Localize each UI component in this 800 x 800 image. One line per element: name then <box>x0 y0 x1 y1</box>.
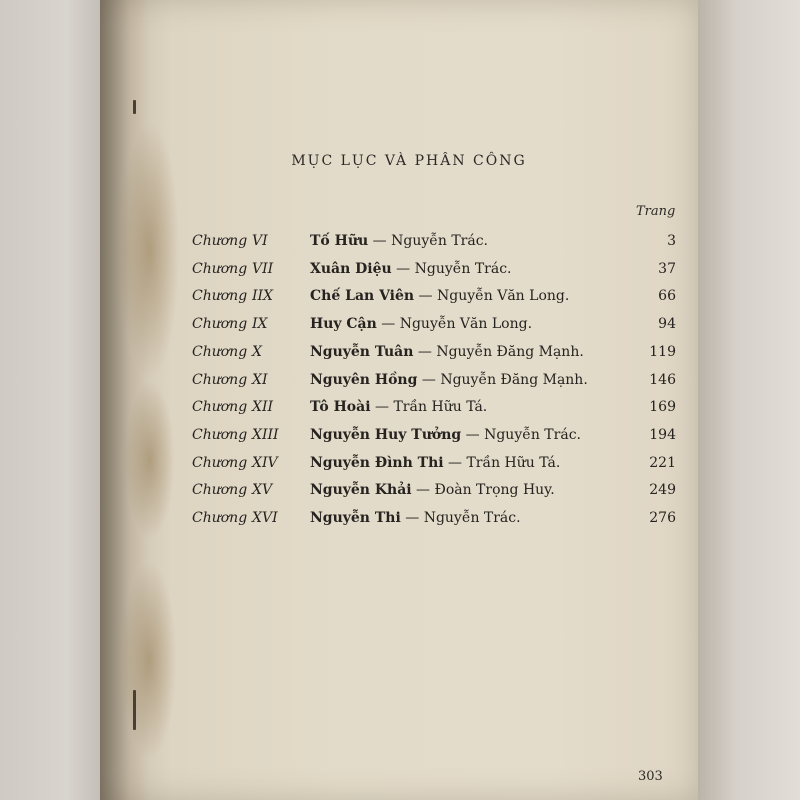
subject-name: Nguyễn Tuân <box>310 344 414 360</box>
chapter-number: X <box>252 344 262 360</box>
toc-entry <box>100 316 698 338</box>
entry-text <box>310 455 560 471</box>
chapter-label <box>192 233 268 249</box>
toc-entry <box>100 399 698 421</box>
separator-dash: — <box>411 482 435 498</box>
toc-title: MỤC LỤC VÀ PHÂN CÔNG <box>291 153 527 169</box>
entry-page-number: 276 <box>649 510 676 526</box>
chapter-number: XIV <box>252 455 278 471</box>
background-left <box>0 0 110 800</box>
chapter-number: VII <box>252 261 274 277</box>
subject-name: Nguyên Hồng <box>310 372 418 388</box>
entry-page-number: 169 <box>649 399 676 415</box>
entry-text <box>310 399 487 415</box>
writer-name: Nguyễn Đăng Mạnh. <box>436 344 584 360</box>
toc-entry <box>100 427 698 449</box>
chapter-number: XV <box>252 482 273 498</box>
chapter-word: Chương <box>192 427 248 443</box>
separator-dash: — <box>414 288 437 304</box>
chapter-word: Chương <box>192 344 248 360</box>
entry-page-number: 146 <box>649 372 676 388</box>
toc-entry <box>100 233 698 255</box>
chapter-label <box>192 316 268 332</box>
chapter-word: Chương <box>192 288 248 304</box>
chapter-word: Chương <box>192 372 248 388</box>
page-number: 303 <box>638 769 663 784</box>
binding-stitch <box>133 100 136 114</box>
entry-page-number: 119 <box>649 344 676 360</box>
separator-dash: — <box>376 316 400 332</box>
toc-entry <box>100 288 698 310</box>
chapter-label <box>192 455 278 471</box>
toc-entry <box>100 455 698 477</box>
chapter-word: Chương <box>192 233 248 249</box>
chapter-number: XI <box>252 372 268 388</box>
chapter-label <box>192 344 262 360</box>
entry-page-number: 66 <box>658 288 676 304</box>
subject-name: Nguyễn Đình Thi <box>310 455 444 471</box>
writer-name: Nguyễn Văn Long. <box>399 316 533 332</box>
writer-name: Nguyễn Trác. <box>414 261 512 277</box>
chapter-number: XIII <box>252 427 279 443</box>
separator-dash: — <box>443 455 467 471</box>
separator-dash: — <box>417 372 441 388</box>
page-column-label: Trang <box>636 204 676 219</box>
entry-page-number: 221 <box>649 455 676 471</box>
separator-dash: — <box>368 233 392 249</box>
age-stain <box>122 560 177 760</box>
entry-page-number: 94 <box>658 316 676 332</box>
entry-text <box>310 344 584 360</box>
separator-dash: — <box>461 427 485 443</box>
chapter-word: Chương <box>192 510 248 526</box>
toc-entry <box>100 261 698 283</box>
subject-name: Nguyễn Thi <box>310 510 401 526</box>
chapter-number: XII <box>252 399 274 415</box>
chapter-number: VI <box>252 233 268 249</box>
writer-name: Trần Hữu Tá. <box>393 399 488 415</box>
separator-dash: — <box>391 261 415 277</box>
entry-text <box>310 233 488 249</box>
entry-text <box>310 288 569 304</box>
toc-entry <box>100 510 698 532</box>
chapter-word: Chương <box>192 399 248 415</box>
chapter-number: IX <box>252 316 268 332</box>
entry-page-number: 3 <box>667 233 676 249</box>
chapter-label <box>192 372 268 388</box>
entry-text <box>310 482 555 498</box>
subject-name: Huy Cận <box>310 316 377 332</box>
chapter-number: IIX <box>252 288 274 304</box>
entry-text <box>310 261 512 277</box>
entry-text <box>310 427 581 443</box>
writer-name: Nguyễn Trác. <box>391 233 489 249</box>
chapter-word: Chương <box>192 316 248 332</box>
subject-name: Chế Lan Viên <box>310 288 415 304</box>
chapter-label <box>192 288 273 304</box>
binding-stitch <box>133 690 136 730</box>
entry-text <box>310 316 532 332</box>
separator-dash: — <box>400 510 424 526</box>
chapter-word: Chương <box>192 455 248 471</box>
entry-text <box>310 372 588 388</box>
chapter-label <box>192 399 273 415</box>
subject-name: Nguyễn Huy Tưởng <box>310 427 462 443</box>
subject-name: Nguyễn Khải <box>310 482 412 498</box>
writer-name: Nguyễn Đăng Mạnh. <box>440 372 588 388</box>
toc-entry <box>100 344 698 366</box>
chapter-word: Chương <box>192 482 248 498</box>
chapter-label <box>192 510 278 526</box>
book-page <box>100 0 698 800</box>
entry-page-number: 194 <box>649 427 676 443</box>
writer-name: Nguyễn Văn Long. <box>437 288 570 304</box>
writer-name: Nguyễn Trác. <box>484 427 581 443</box>
entry-text <box>310 510 521 526</box>
chapter-word: Chương <box>192 261 248 277</box>
entry-page-number: 249 <box>649 482 676 498</box>
background-right <box>695 0 800 800</box>
chapter-number: XVI <box>252 510 278 526</box>
separator-dash: — <box>413 344 437 360</box>
writer-name: Trần Hữu Tá. <box>466 455 561 471</box>
toc-entry <box>100 482 698 504</box>
chapter-label <box>192 427 279 443</box>
writer-name: Nguyễn Trác. <box>423 510 521 526</box>
subject-name: Tố Hữu <box>310 233 369 249</box>
chapter-label <box>192 261 273 277</box>
subject-name: Tô Hoài <box>310 399 371 415</box>
writer-name: Đoàn Trọng Huy. <box>434 482 555 498</box>
toc-entry <box>100 372 698 394</box>
subject-name: Xuân Diệu <box>310 261 392 277</box>
chapter-label <box>192 482 272 498</box>
separator-dash: — <box>370 399 394 415</box>
entry-page-number: 37 <box>658 261 676 277</box>
